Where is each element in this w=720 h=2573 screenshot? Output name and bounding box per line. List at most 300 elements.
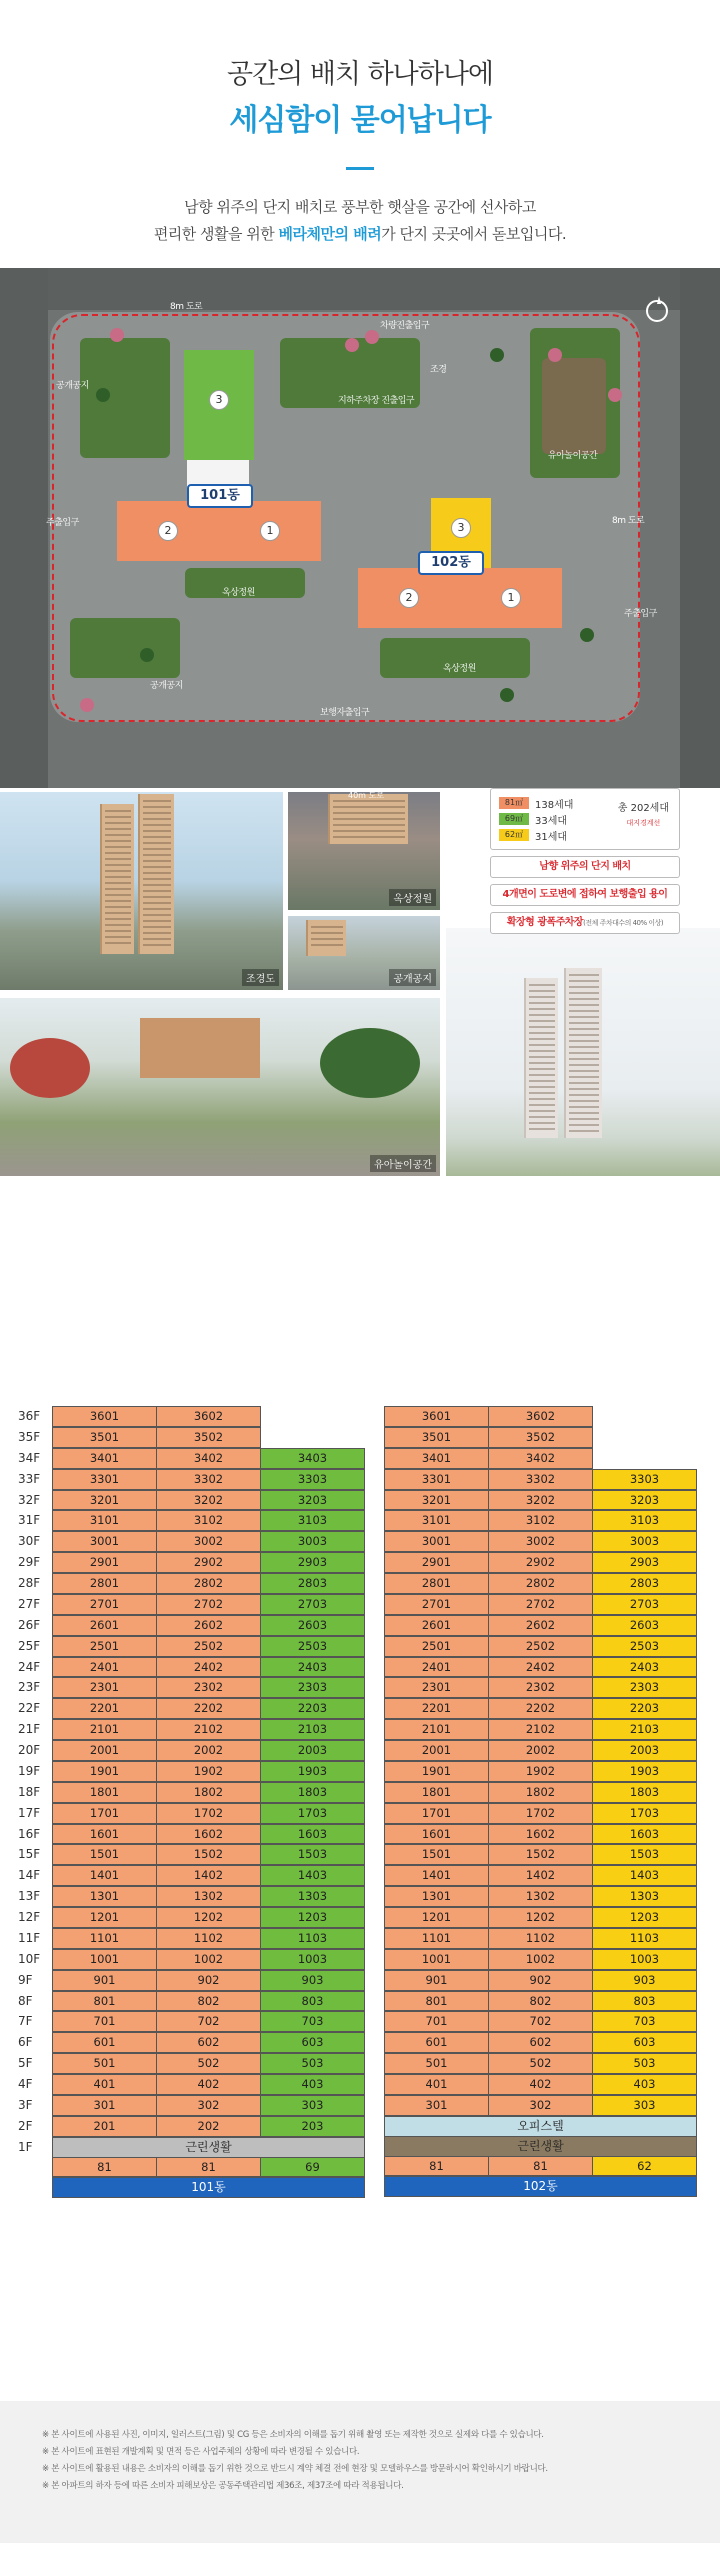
unit-cell: 3003 — [260, 1531, 365, 1552]
unit-cell: 902 — [156, 1970, 261, 1991]
unit-cell: 2703 — [260, 1594, 365, 1615]
floor-row — [384, 1803, 704, 1824]
unit-cell: 1302 — [156, 1886, 261, 1907]
unit-cell: 2802 — [488, 1573, 593, 1594]
unit-cell: 501 — [384, 2053, 489, 2074]
description-highlight: 베라체만의 배려 — [278, 225, 382, 243]
page-footer-space — [0, 2543, 720, 2573]
legend-row — [499, 827, 671, 843]
legend-total — [618, 799, 669, 828]
tree-image — [10, 1038, 90, 1098]
legend-swatch: 62㎡ — [499, 829, 529, 841]
unit-cell: 403 — [592, 2074, 697, 2095]
floor-label: 20F — [18, 1743, 41, 1757]
unit-cell: 1701 — [384, 1803, 489, 1824]
unit-cell: 3203 — [260, 1490, 365, 1511]
unit-cell: 3301 — [52, 1469, 157, 1490]
unit-cell: 1003 — [260, 1949, 365, 1970]
unit-cell: 3401 — [384, 1448, 489, 1469]
unit-cell: 402 — [156, 2074, 261, 2095]
floor-label: 35F — [18, 1429, 41, 1444]
floor-label: 22F — [18, 1701, 41, 1716]
unit-cell: 3501 — [384, 1427, 489, 1448]
floor-label: 5F — [18, 2056, 33, 2071]
unit-legend — [490, 788, 680, 934]
unit-cell: 2203 — [260, 1698, 365, 1719]
floor-label: 6F — [18, 2035, 33, 2050]
unit-cell: 1502 — [488, 1844, 593, 1865]
floor-row — [52, 1928, 372, 1949]
unit-cell: 1902 — [156, 1761, 261, 1782]
unit-cell: 1602 — [156, 1824, 261, 1845]
tower-image — [564, 968, 602, 1138]
unit-cell: 3401 — [52, 1448, 157, 1469]
unit-cell: 803 — [592, 1991, 697, 2012]
unit-cell: 1501 — [384, 1844, 489, 1865]
unit-cell: 603 — [260, 2032, 365, 2053]
road-left — [0, 268, 48, 788]
unit-cell: 3403 — [260, 1448, 365, 1469]
empty-cell — [260, 1427, 365, 1448]
floor-row — [384, 2074, 704, 2095]
floor-row — [384, 1677, 704, 1698]
empty-cell — [260, 1406, 365, 1427]
floor-label: 15F — [18, 1847, 41, 1862]
unit-cell: 202 — [156, 2116, 261, 2137]
floor-row — [384, 1657, 704, 1678]
floor-label: 3F — [18, 2097, 33, 2112]
empty-cell — [592, 1427, 697, 1448]
label-rooftop-garden: 옥상정원 — [222, 588, 255, 598]
unit-cell: 1202 — [156, 1907, 261, 1928]
unit-cell: 3002 — [156, 1531, 261, 1552]
label-public-space: 공개공지 — [56, 381, 89, 391]
building-101 — [117, 501, 321, 561]
floor-row — [384, 2032, 704, 2053]
unit-cell: 2201 — [52, 1698, 157, 1719]
floor-row — [52, 1698, 372, 1719]
unit-cell: 3001 — [384, 1531, 489, 1552]
site-plan — [0, 268, 720, 788]
unit-cell: 2202 — [488, 1698, 593, 1719]
description-line-2 — [0, 221, 720, 248]
building-102 — [358, 568, 562, 628]
north-compass-icon — [646, 300, 668, 322]
legend-box — [490, 788, 680, 850]
floor-row — [384, 1907, 704, 1928]
unit-cell: 1603 — [592, 1824, 697, 1845]
unit-cell: 2803 — [592, 1573, 697, 1594]
unit-size-cell: 81 — [384, 2156, 489, 2177]
unit-marker-3: 3 — [209, 390, 229, 410]
floor-row — [52, 2095, 372, 2116]
floor-row — [384, 1991, 704, 2012]
photo-collage — [0, 788, 720, 1176]
floor-row — [384, 1573, 704, 1594]
tower-image — [138, 794, 174, 954]
unit-cell: 2001 — [384, 1740, 489, 1761]
unit-cell: 2901 — [384, 1552, 489, 1573]
building-101-unit-3 — [184, 350, 254, 460]
unit-cell: 2103 — [592, 1719, 697, 1740]
unit-cell: 2501 — [52, 1636, 157, 1657]
unit-cell: 302 — [488, 2095, 593, 2116]
unit-cell: 1001 — [384, 1949, 489, 1970]
description-text-end: 가 단지 곳곳에서 돋보입니다. — [381, 225, 567, 243]
label-parking-entry: 지하주차장 진출입구 — [338, 396, 415, 406]
label-kids-space: 유아놀이공간 — [548, 451, 598, 461]
unit-cell: 2603 — [592, 1615, 697, 1636]
unit-cell: 3202 — [488, 1490, 593, 1511]
label-rooftop-garden: 옥상정원 — [443, 664, 476, 674]
floor-row — [384, 1740, 704, 1761]
label-main-entry: 주출입구 — [46, 518, 79, 528]
unit-cell: 2502 — [156, 1636, 261, 1657]
floor-row — [384, 1448, 704, 1469]
boundary-label: 대지경계선 — [626, 819, 661, 827]
floor-label: 34F — [18, 1450, 41, 1465]
floor-row — [384, 1594, 704, 1615]
unit-cell: 2702 — [156, 1594, 261, 1615]
feature-pill: 4개면이 도로변에 접하여 보행출입 용이 — [490, 884, 680, 906]
unit-cell: 2202 — [156, 1698, 261, 1719]
floor-label: 13F — [18, 1889, 41, 1904]
unit-cell: 3302 — [488, 1469, 593, 1490]
unit-cell: 2701 — [384, 1594, 489, 1615]
unit-cell: 1503 — [592, 1844, 697, 1865]
kids-space-photo — [0, 998, 440, 1176]
dong-101-label: 101동 — [187, 484, 253, 508]
legend-count: 138세대 — [535, 799, 574, 811]
landscape-photo — [0, 792, 283, 990]
floor-row — [52, 2074, 372, 2095]
road-label-right: 8m 도로 — [612, 516, 645, 526]
floor-row — [384, 1510, 704, 1531]
floor-row — [384, 1928, 704, 1949]
unit-cell: 2402 — [488, 1657, 593, 1678]
unit-cell: 2103 — [260, 1719, 365, 1740]
floor-row — [384, 2011, 704, 2032]
unit-cell: 2403 — [260, 1657, 365, 1678]
unit-cell: 1601 — [52, 1824, 157, 1845]
unit-cell: 501 — [52, 2053, 157, 2074]
unit-cell: 2303 — [260, 1677, 365, 1698]
unit-cell: 1701 — [52, 1803, 157, 1824]
photo-caption: 옥상정원 — [389, 889, 436, 906]
unit-cell: 1302 — [488, 1886, 593, 1907]
unit-cell: 3102 — [156, 1510, 261, 1531]
disclaimer-item: ※ 본 아파트의 하자 등에 따른 소비자 피해보상은 공동주택관리법 제36조, 제37조에 따라 적용됩니다. — [42, 2481, 404, 2491]
building-101-units — [52, 1406, 372, 2197]
unit-cell: 201 — [52, 2116, 157, 2137]
unit-cell: 3303 — [260, 1469, 365, 1490]
empty-cell — [592, 1448, 697, 1469]
unit-cell: 3101 — [52, 1510, 157, 1531]
title-line-2: 세심함이 묻어납니다 — [229, 103, 491, 138]
unit-cell: 2402 — [156, 1657, 261, 1678]
unit-cell: 1002 — [156, 1949, 261, 1970]
unit-cell: 1602 — [488, 1824, 593, 1845]
unit-cell: 503 — [592, 2053, 697, 2074]
unit-cell: 301 — [384, 2095, 489, 2116]
unit-marker-1: 1 — [501, 588, 521, 608]
unit-cell: 1802 — [488, 1782, 593, 1803]
floor-label: 2F — [18, 2118, 33, 2133]
unit-cell: 2101 — [52, 1719, 157, 1740]
unit-cell: 1903 — [592, 1761, 697, 1782]
disclaimer-item: ※ 본 사이트에 표현된 개발계획 및 면적 등은 사업주체의 상황에 따라 변경될 수 있습니다. — [42, 2447, 360, 2457]
road-right — [680, 268, 720, 788]
floor-row — [52, 1886, 372, 1907]
exterior-rendering — [446, 928, 720, 1176]
floor-row — [52, 1448, 372, 1469]
floor-label: 14F — [18, 1868, 41, 1883]
total-households: 총 202세대 — [617, 803, 669, 814]
unit-cell: 1301 — [52, 1886, 157, 1907]
unit-cell: 1103 — [592, 1928, 697, 1949]
unit-cell: 2701 — [52, 1594, 157, 1615]
floor-row — [52, 1531, 372, 1552]
unit-cell: 1001 — [52, 1949, 157, 1970]
unit-cell: 2601 — [384, 1615, 489, 1636]
unit-cell: 3303 — [592, 1469, 697, 1490]
road-top — [0, 268, 720, 310]
unit-cell: 2601 — [52, 1615, 157, 1636]
unit-cell: 2201 — [384, 1698, 489, 1719]
unit-cell: 402 — [488, 2074, 593, 2095]
unit-marker-3: 3 — [451, 518, 471, 538]
unit-cell: 1603 — [260, 1824, 365, 1845]
unit-size-cell: 81 — [52, 2157, 157, 2178]
floor-label: 23F — [18, 1680, 41, 1695]
unit-cell: 2003 — [260, 1740, 365, 1761]
unit-cell: 3402 — [156, 1448, 261, 1469]
floor-row — [52, 1844, 372, 1865]
unit-cell: 3301 — [384, 1469, 489, 1490]
unit-cell: 401 — [52, 2074, 157, 2095]
legend-swatch: 69㎡ — [499, 813, 529, 825]
unit-cell: 2602 — [488, 1615, 593, 1636]
road-label-top: 8m 도로 — [170, 302, 203, 312]
floor-row — [52, 1907, 372, 1928]
unit-cell: 2902 — [156, 1552, 261, 1573]
unit-cell: 2702 — [488, 1594, 593, 1615]
unit-cell: 1101 — [52, 1928, 157, 1949]
label-vehicle-entry: 차량진출입구 — [380, 321, 430, 331]
unit-cell: 2503 — [260, 1636, 365, 1657]
unit-cell: 3402 — [488, 1448, 593, 1469]
floor-label: 36F — [18, 1409, 41, 1423]
floor-labels — [18, 1406, 40, 2158]
unit-cell: 802 — [156, 1991, 261, 2012]
disclaimer-notes — [0, 2401, 720, 2543]
floor-label: 11F — [18, 1930, 41, 1945]
floor-row — [52, 1991, 372, 2012]
unit-cell: 1703 — [260, 1803, 365, 1824]
unit-cell: 3103 — [260, 1510, 365, 1531]
unit-cell: 301 — [52, 2095, 157, 2116]
unit-cell: 801 — [384, 1991, 489, 2012]
floor-row — [384, 1949, 704, 1970]
unit-cell: 1901 — [384, 1761, 489, 1782]
unit-cell: 902 — [488, 1970, 593, 1991]
unit-cell: 2403 — [592, 1657, 697, 1678]
building-102-units — [384, 1406, 704, 2196]
floor-label: 16F — [18, 1826, 41, 1841]
photo-caption: 공개공지 — [389, 969, 436, 986]
floor-label: 10F — [18, 1951, 41, 1966]
unit-cell: 2501 — [384, 1636, 489, 1657]
floor-row — [52, 1636, 372, 1657]
floor-label: 29F — [18, 1555, 41, 1570]
unit-cell: 1902 — [488, 1761, 593, 1782]
floor-row — [52, 1657, 372, 1678]
unit-cell: 2002 — [156, 1740, 261, 1761]
building-image — [306, 920, 346, 956]
floor-row — [384, 1427, 704, 1448]
unit-cell: 2102 — [156, 1719, 261, 1740]
unit-cell: 2502 — [488, 1636, 593, 1657]
floor-label: 33F — [18, 1471, 41, 1486]
unit-cell: 302 — [156, 2095, 261, 2116]
floor-row — [52, 1427, 372, 1448]
disclaimer-item: ※ 본 사이트에 사용된 사진, 이미지, 일러스트(그림) 및 CG 등은 소비자의 이해를 돕기 위해 촬영 또는 제작한 것으로 실제와 다를 수 있습니다. — [42, 2430, 544, 2440]
unit-cell: 1803 — [260, 1782, 365, 1803]
description-line-1: 남향 위주의 단지 배치로 풍부한 햇살을 공간에 선사하고 — [184, 198, 536, 216]
floor-row — [52, 1490, 372, 1511]
unit-cell: 1503 — [260, 1844, 365, 1865]
unit-cell: 1802 — [156, 1782, 261, 1803]
unit-cell: 601 — [52, 2032, 157, 2053]
unit-cell: 3502 — [488, 1427, 593, 1448]
unit-cell: 2302 — [156, 1677, 261, 1698]
floor-row — [52, 1719, 372, 1740]
unit-size-cell: 81 — [156, 2157, 261, 2178]
unit-cell: 2302 — [488, 1677, 593, 1698]
unit-cell: 403 — [260, 2074, 365, 2095]
unit-cell: 2301 — [52, 1677, 157, 1698]
unit-cell: 1801 — [52, 1782, 157, 1803]
disclaimer-item: ※ 본 사이트에 활용된 내용은 소비자의 이해를 돕기 위한 것으로 반드시 계약 체결 전에 현장 및 모델하우스를 방문하시어 확인하시기 바랍니다. — [42, 2464, 548, 2474]
floor-label: 21F — [18, 1722, 41, 1737]
unit-cell: 1401 — [52, 1865, 157, 1886]
unit-cell: 3003 — [592, 1531, 697, 1552]
floor-label: 24F — [18, 1659, 41, 1674]
unit-cell: 702 — [488, 2011, 593, 2032]
floor-row — [384, 1719, 704, 1740]
unit-cell: 3302 — [156, 1469, 261, 1490]
unit-cell: 703 — [260, 2011, 365, 2032]
feature-pill — [490, 912, 680, 934]
unit-cell: 2903 — [260, 1552, 365, 1573]
unit-cell: 602 — [488, 2032, 593, 2053]
legend-swatch: 81㎡ — [499, 797, 529, 809]
unit-cell: 3601 — [384, 1406, 489, 1427]
public-space-photo — [288, 916, 440, 990]
unit-cell: 2101 — [384, 1719, 489, 1740]
unit-cell: 1102 — [156, 1928, 261, 1949]
floor-row — [384, 1469, 704, 1490]
tower-image — [524, 978, 558, 1138]
rooftop-photo — [288, 792, 440, 910]
floor-label: 19F — [18, 1763, 41, 1778]
unit-layout-chart — [0, 1176, 720, 2401]
floor-row — [384, 1636, 704, 1657]
unit-cell: 803 — [260, 1991, 365, 2012]
dong-102-label: 102동 — [418, 551, 484, 575]
floor-label: 12F — [18, 1910, 41, 1924]
floor-row — [52, 1573, 372, 1594]
floor-label: 8F — [18, 1993, 33, 2008]
unit-cell: 3001 — [52, 1531, 157, 1552]
floor-row — [52, 1615, 372, 1636]
unit-cell: 1703 — [592, 1803, 697, 1824]
unit-cell: 2902 — [488, 1552, 593, 1573]
unit-cell: 1103 — [260, 1928, 365, 1949]
unit-marker-2: 2 — [399, 588, 419, 608]
unit-cell: 3201 — [52, 1490, 157, 1511]
unit-cell: 603 — [592, 2032, 697, 2053]
floor-label: 27F — [18, 1596, 41, 1611]
floor-row — [52, 1782, 372, 1803]
floor-row — [52, 1970, 372, 1991]
floor-label: 9F — [18, 1972, 33, 1987]
unit-cell: 1203 — [592, 1907, 697, 1928]
unit-cell: 3602 — [156, 1406, 261, 1427]
road-label-bottom: 40m 도로 — [348, 792, 384, 800]
unit-cell: 702 — [156, 2011, 261, 2032]
tower-image — [100, 804, 134, 954]
unit-cell: 602 — [156, 2032, 261, 2053]
floor-row — [52, 1761, 372, 1782]
unit-cell: 901 — [52, 1970, 157, 1991]
title-divider — [346, 167, 374, 170]
floor-label: 18F — [18, 1784, 41, 1799]
unit-cell: 203 — [260, 2116, 365, 2137]
unit-cell: 2901 — [52, 1552, 157, 1573]
unit-cell: 1403 — [592, 1865, 697, 1886]
unit-cell: 303 — [260, 2095, 365, 2116]
floor-row — [384, 1865, 704, 1886]
floor-row — [52, 1740, 372, 1761]
feature-pill: 남향 위주의 단지 배치 — [490, 856, 680, 878]
floor-label: 4F — [18, 2077, 33, 2091]
unit-cell: 1201 — [384, 1907, 489, 1928]
unit-cell: 303 — [592, 2095, 697, 2116]
unit-cell: 801 — [52, 1991, 157, 2012]
floor-row — [52, 2053, 372, 2074]
unit-cell: 2802 — [156, 1573, 261, 1594]
unit-cell: 1803 — [592, 1782, 697, 1803]
retail-row: 근린생활 — [52, 2137, 365, 2158]
unit-cell: 1403 — [260, 1865, 365, 1886]
unit-cell: 1702 — [488, 1803, 593, 1824]
retail-row: 근린생활 — [384, 2136, 697, 2157]
unit-cell: 1201 — [52, 1907, 157, 1928]
unit-cell: 3103 — [592, 1510, 697, 1531]
title-line-1: 공간의 배치 하나하나에 — [227, 59, 493, 90]
legend-count: 33세대 — [535, 815, 568, 827]
unit-cell: 2001 — [52, 1740, 157, 1761]
unit-cell: 401 — [384, 2074, 489, 2095]
floor-row — [52, 2011, 372, 2032]
playground-image — [140, 1018, 260, 1078]
unit-cell: 1402 — [488, 1865, 593, 1886]
floor-row — [384, 1698, 704, 1719]
photo-caption: 조경도 — [242, 969, 279, 986]
unit-cell: 2301 — [384, 1677, 489, 1698]
unit-cell: 2303 — [592, 1677, 697, 1698]
